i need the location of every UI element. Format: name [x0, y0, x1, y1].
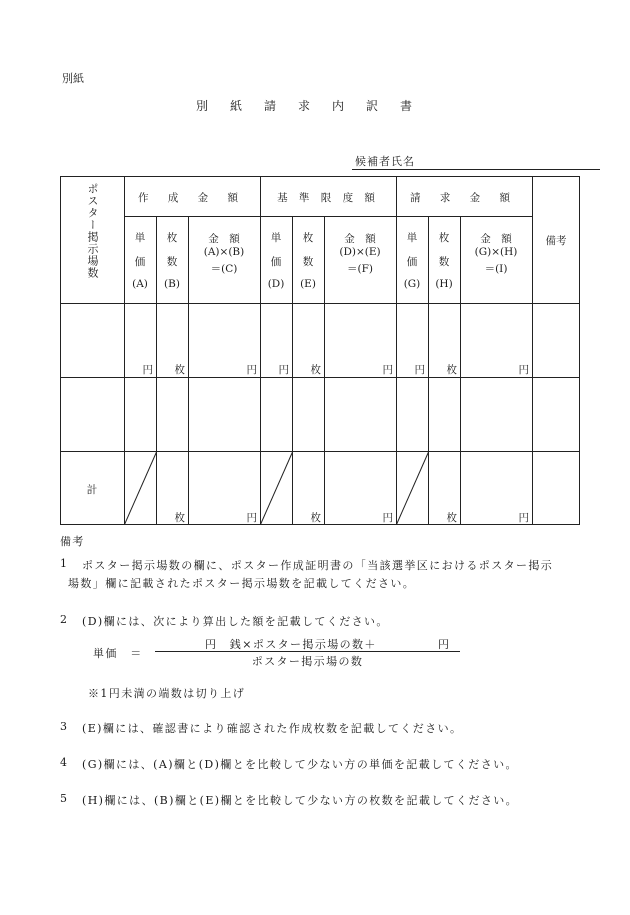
note-1-line-1: ポスター掲示場数の欄に、ポスター作成証明書の「当該選挙区におけるポスター掲示: [82, 559, 554, 572]
candidate-name-label: 候補者氏名: [355, 155, 415, 168]
unit-yen: 円: [382, 512, 393, 524]
unit-yen: 円: [142, 364, 153, 376]
formula-fraction-bar: [155, 651, 460, 652]
remarks-header: 備考: [545, 235, 567, 247]
unit-price-label: 価: [134, 256, 146, 268]
unit-price-label: 単: [270, 232, 282, 244]
sheet-count-label: 枚: [302, 232, 314, 244]
unit-yen: 円: [278, 364, 289, 376]
group-header-kijun: 基 準 限 度 額: [277, 192, 379, 204]
note-number: 2: [60, 613, 69, 626]
col-code-f: (D)×(E): [339, 246, 381, 258]
note-1-line-2: 場数」欄に記載されたポスター掲示場数を記載してください。: [68, 577, 416, 590]
unit-mai: 枚: [310, 512, 321, 524]
unit-mai: 枚: [446, 512, 457, 524]
unit-yen: 円: [246, 512, 257, 524]
sheet-count-label: 数: [438, 256, 450, 268]
unit-mai: 枚: [310, 364, 321, 376]
col-code-g: (G): [403, 278, 421, 290]
unit-yen: 円: [382, 364, 393, 376]
note-number: 1: [60, 557, 69, 570]
formula-numerator-yen: 円: [438, 638, 451, 651]
col-code-e: (E): [300, 278, 316, 290]
col-code-c: (A)×(B): [203, 246, 245, 258]
sheet-count-label: 数: [302, 256, 314, 268]
unit-price-label: 価: [270, 256, 282, 268]
col-code-d: (D): [267, 278, 285, 290]
note-number: 5: [60, 792, 69, 805]
unit-mai: 枚: [446, 364, 457, 376]
col-code-a: (A): [132, 278, 148, 290]
unit-mai: 枚: [174, 364, 185, 376]
note-3-text: (E)欄には、確認書により確認された作成枚数を記載してください。: [82, 722, 463, 735]
diagonal-slash: [397, 452, 429, 525]
unit-yen: 円: [518, 512, 529, 524]
note-5-text: (H)欄には、(B)欄と(E)欄とを比較して少ない方の枚数を記載してください。: [82, 794, 519, 807]
table-border: [61, 177, 580, 525]
note-number: 3: [60, 720, 69, 733]
note-2-text: (D)欄には、次により算出した額を記載してください。: [82, 615, 389, 628]
sheet-count-label: 数: [166, 256, 178, 268]
col-code-i2: ＝(I): [484, 263, 508, 275]
unit-yen: 円: [518, 364, 529, 376]
sheet-count-label: 枚: [438, 232, 450, 244]
unit-price-label: 単: [406, 232, 418, 244]
note-number: 4: [60, 756, 69, 769]
diagonal-slash: [261, 452, 293, 525]
attachment-label: 別紙: [62, 72, 84, 85]
formula-left: 単価 ＝: [93, 647, 143, 660]
amount-label: 金 額: [344, 233, 376, 245]
col-code-f2: ＝(F): [347, 263, 373, 275]
col-code-c2: ＝(C): [210, 263, 238, 275]
unit-yen: 円: [414, 364, 425, 376]
unit-mai: 枚: [174, 512, 185, 524]
unit-price-label: 単: [134, 232, 146, 244]
col-code-h: (H): [435, 278, 453, 290]
unit-yen: 円: [246, 364, 257, 376]
diagonal-slash: [125, 452, 157, 525]
document-title: 別紙請求内訳書: [195, 99, 434, 113]
group-header-sakusei: 作 成 金 額: [137, 192, 246, 204]
unit-price-label: 価: [406, 256, 418, 268]
col-code-i: (G)×(H): [474, 246, 518, 258]
notes-heading: 備考: [60, 535, 85, 548]
formula-denominator: ポスター掲示場の数: [251, 655, 364, 668]
poster-count-header: ポスター掲示場数: [86, 183, 99, 279]
sheet-count-label: 枚: [166, 232, 178, 244]
col-code-b: (B): [164, 278, 180, 290]
rounding-note: ※1円未満の端数は切り上げ: [88, 687, 246, 700]
note-4-text: (G)欄には、(A)欄と(D)欄とを比較して少ない方の単価を記載してください。: [82, 758, 518, 771]
group-header-seikyu: 請 求 金 額: [409, 192, 518, 204]
total-label: 計: [86, 484, 98, 496]
amount-label: 金 額: [480, 233, 512, 245]
amount-label: 金 額: [208, 233, 240, 245]
formula-numerator: 円 銭×ポスター掲示場の数＋: [205, 638, 377, 651]
